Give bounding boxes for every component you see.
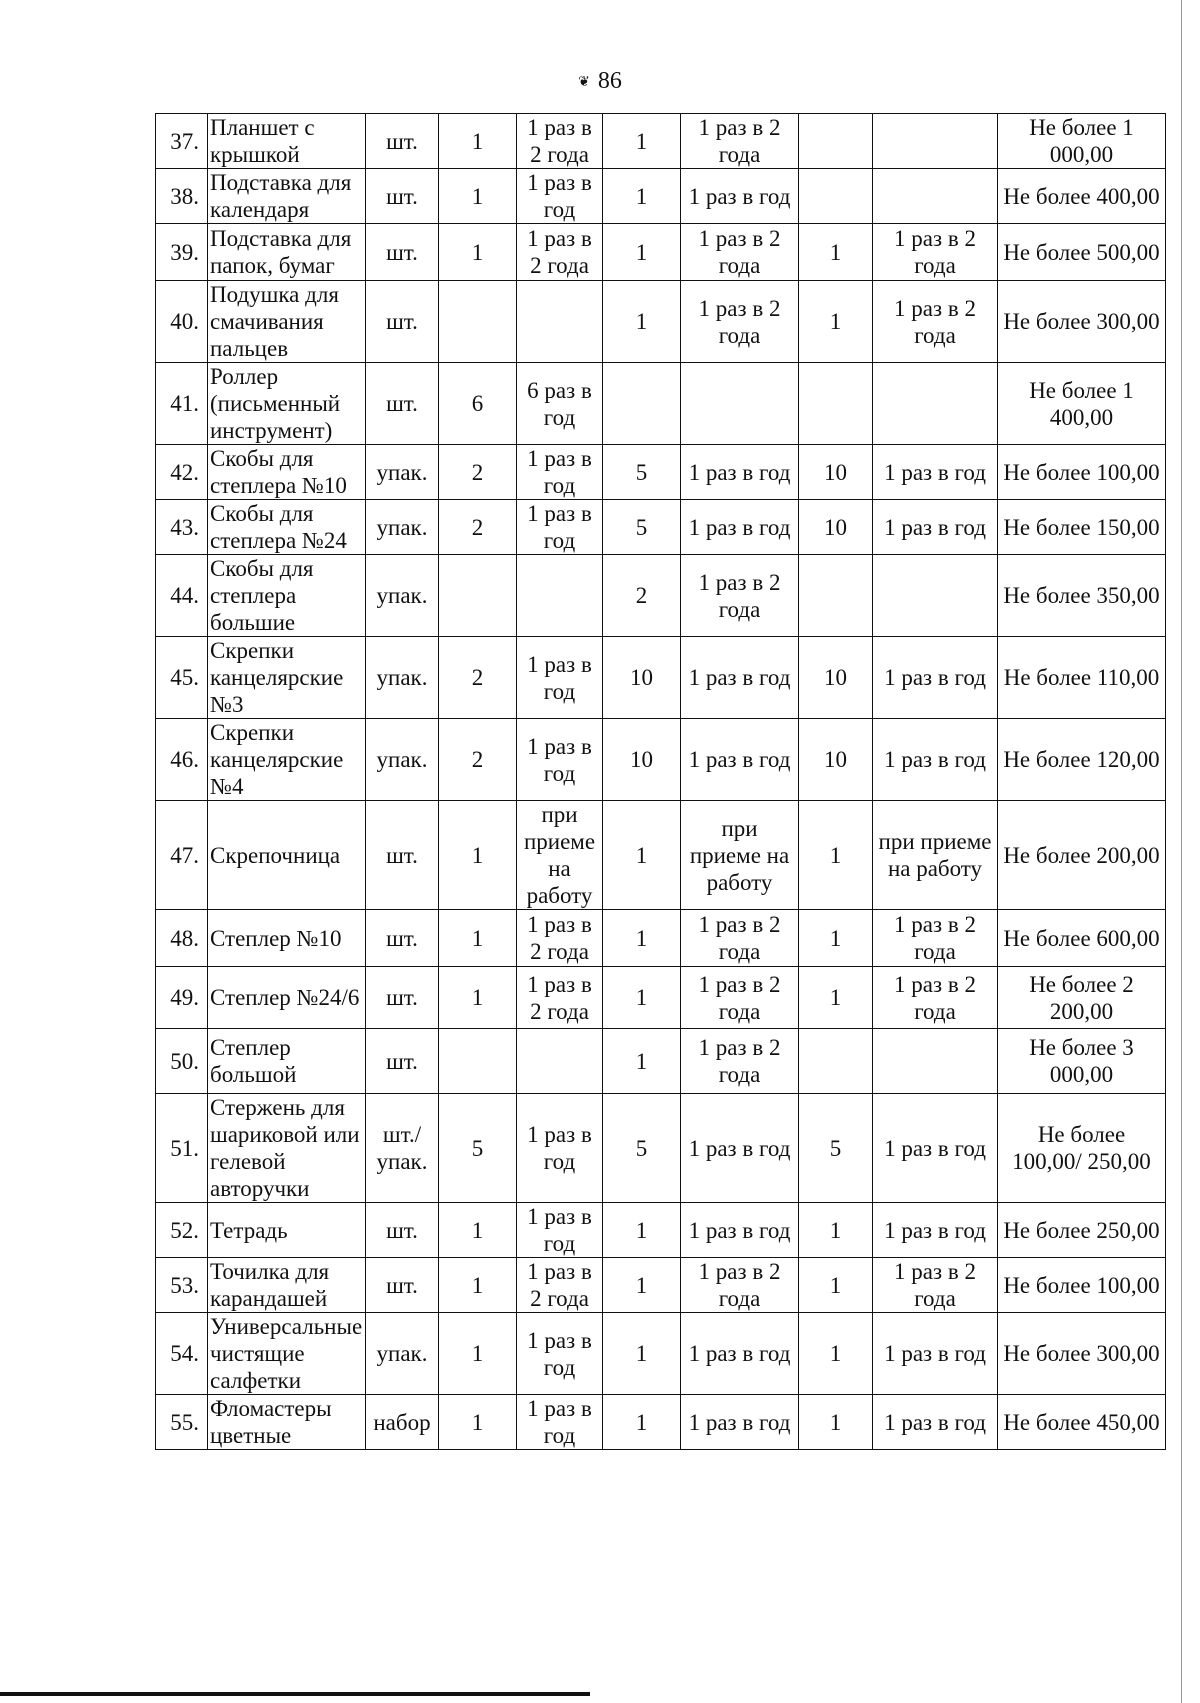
item-name-cell: Точилка для карандашей (208, 1258, 366, 1313)
period-1-cell: 1 раз в год (517, 500, 603, 555)
max-price-cell: Не более 450,00 (998, 1395, 1166, 1450)
period-3-cell (873, 1029, 998, 1094)
period-1-cell: 1 раз в 2 года (517, 910, 603, 967)
unit-cell: упак. (366, 555, 439, 637)
table-row (156, 224, 1166, 281)
period-1-cell (517, 555, 603, 637)
quantity-3-cell: 5 (799, 1094, 873, 1203)
row-number-cell: 55. (156, 1395, 208, 1450)
quantity-2-cell: 1 (603, 1029, 681, 1094)
quantity-3-cell: 10 (799, 719, 873, 801)
period-2-cell: 1 раз в год (681, 445, 799, 500)
item-name-cell: Скрепки канцелярские №3 (208, 637, 366, 719)
item-name-cell: Скобы для степлера №10 (208, 445, 366, 500)
max-price-cell: Не более 100,00/ 250,00 (998, 1094, 1166, 1203)
max-price-cell: Не более 100,00 (998, 445, 1166, 500)
supplies-table (155, 113, 1166, 1450)
period-3-cell: 1 раз в год (873, 1313, 998, 1395)
period-1-cell: 1 раз в 2 года (517, 967, 603, 1029)
item-name-cell: Универсальные чистящие салфетки (208, 1313, 366, 1395)
period-3-cell (873, 363, 998, 445)
period-3-cell: 1 раз в 2 года (873, 224, 998, 281)
quantity-1-cell: 1 (439, 967, 517, 1029)
period-2-cell: 1 раз в год (681, 637, 799, 719)
quantity-1-cell: 2 (439, 637, 517, 719)
unit-cell: шт. (366, 967, 439, 1029)
row-number-cell: 38. (156, 169, 208, 224)
max-price-cell: Не более 200,00 (998, 801, 1166, 910)
period-2-cell: 1 раз в год (681, 719, 799, 801)
period-1-cell: 1 раз в год (517, 637, 603, 719)
quantity-3-cell (799, 363, 873, 445)
period-1-cell: 1 раз в год (517, 1313, 603, 1395)
row-number-cell: 37. (156, 114, 208, 169)
max-price-cell: Не более 350,00 (998, 555, 1166, 637)
max-price-cell: Не более 2 200,00 (998, 967, 1166, 1029)
unit-cell: шт. (366, 114, 439, 169)
period-3-cell: при приеме на работу (873, 801, 998, 910)
period-2-cell: 1 раз в 2 года (681, 224, 799, 281)
period-1-cell: 1 раз в год (517, 719, 603, 801)
row-number-cell: 41. (156, 363, 208, 445)
row-number-cell: 40. (156, 281, 208, 363)
quantity-2-cell: 1 (603, 1203, 681, 1258)
table-row (156, 114, 1166, 169)
item-name-cell: Скобы для степлера большие (208, 555, 366, 637)
period-3-cell: 1 раз в 2 года (873, 281, 998, 363)
quantity-2-cell (603, 363, 681, 445)
quantity-1-cell: 6 (439, 363, 517, 445)
row-number-cell: 48. (156, 910, 208, 967)
unit-cell: шт. (366, 281, 439, 363)
period-1-cell: 1 раз в 2 года (517, 224, 603, 281)
unit-cell: шт. (366, 224, 439, 281)
quantity-3-cell (799, 1029, 873, 1094)
row-number-cell: 52. (156, 1203, 208, 1258)
item-name-cell: Планшет с крышкой (208, 114, 366, 169)
unit-cell: шт. (366, 363, 439, 445)
quantity-2-cell: 1 (603, 967, 681, 1029)
item-name-cell: Фломастеры цветные (208, 1395, 366, 1450)
quantity-1-cell: 1 (439, 910, 517, 967)
period-3-cell: 1 раз в 2 года (873, 967, 998, 1029)
page-number-text: 86 (597, 68, 622, 94)
quantity-3-cell (799, 114, 873, 169)
max-price-cell: Не более 300,00 (998, 1313, 1166, 1395)
period-1-cell (517, 1029, 603, 1094)
item-name-cell: Скрепочница (208, 801, 366, 910)
period-3-cell: 1 раз в год (873, 1094, 998, 1203)
period-1-cell: 1 раз в год (517, 1094, 603, 1203)
period-1-cell: 1 раз в год (517, 169, 603, 224)
max-price-cell: Не более 1 400,00 (998, 363, 1166, 445)
row-number-cell: 50. (156, 1029, 208, 1094)
quantity-2-cell: 1 (603, 114, 681, 169)
period-3-cell: 1 раз в 2 года (873, 910, 998, 967)
quantity-2-cell: 1 (603, 910, 681, 967)
period-2-cell: 1 раз в 2 года (681, 555, 799, 637)
max-price-cell: Не более 300,00 (998, 281, 1166, 363)
scan-edge-line (1181, 0, 1182, 1703)
item-name-cell: Подушка для смачивания пальцев (208, 281, 366, 363)
table-row (156, 801, 1166, 910)
quantity-1-cell: 5 (439, 1094, 517, 1203)
quantity-2-cell: 2 (603, 555, 681, 637)
period-1-cell: 1 раз в 2 года (517, 1258, 603, 1313)
quantity-1-cell: 1 (439, 1313, 517, 1395)
quantity-1-cell (439, 555, 517, 637)
period-2-cell: 1 раз в 2 года (681, 1029, 799, 1094)
quantity-2-cell: 1 (603, 1395, 681, 1450)
quantity-1-cell: 1 (439, 801, 517, 910)
unit-cell: шт. (366, 1258, 439, 1313)
period-1-cell: 1 раз в год (517, 1203, 603, 1258)
quantity-3-cell: 1 (799, 1203, 873, 1258)
period-3-cell: 1 раз в год (873, 445, 998, 500)
quantity-3-cell: 1 (799, 224, 873, 281)
period-2-cell: 1 раз в год (681, 500, 799, 555)
max-price-cell: Не более 600,00 (998, 910, 1166, 967)
item-name-cell: Стержень для шариковой или гелевой авторучки (208, 1094, 366, 1203)
table-row (156, 1258, 1166, 1313)
max-price-cell: Не более 3 000,00 (998, 1029, 1166, 1094)
period-2-cell: 1 раз в 2 года (681, 114, 799, 169)
quantity-3-cell: 10 (799, 500, 873, 555)
max-price-cell: Не более 250,00 (998, 1203, 1166, 1258)
row-number-cell: 49. (156, 967, 208, 1029)
table-row (156, 1313, 1166, 1395)
period-1-cell: 1 раз в год (517, 1395, 603, 1450)
item-name-cell: Подставка для календаря (208, 169, 366, 224)
quantity-1-cell: 1 (439, 224, 517, 281)
item-name-cell: Тетрадь (208, 1203, 366, 1258)
page-number (0, 68, 1200, 95)
quantity-2-cell: 5 (603, 500, 681, 555)
row-number-cell: 51. (156, 1094, 208, 1203)
item-name-cell: Подставка для папок, бумаг (208, 224, 366, 281)
quantity-3-cell: 1 (799, 281, 873, 363)
unit-cell: шт. (366, 1203, 439, 1258)
quantity-3-cell: 1 (799, 1395, 873, 1450)
table-row (156, 169, 1166, 224)
table-row (156, 281, 1166, 363)
max-price-cell: Не более 1 000,00 (998, 114, 1166, 169)
max-price-cell: Не более 400,00 (998, 169, 1166, 224)
row-number-cell: 44. (156, 555, 208, 637)
table-row (156, 910, 1166, 967)
period-3-cell: 1 раз в 2 года (873, 1258, 998, 1313)
quantity-3-cell: 1 (799, 967, 873, 1029)
period-2-cell: 1 раз в 2 года (681, 281, 799, 363)
unit-cell: набор (366, 1395, 439, 1450)
quantity-3-cell: 10 (799, 445, 873, 500)
item-name-cell: Скобы для степлера №24 (208, 500, 366, 555)
period-2-cell: 1 раз в год (681, 169, 799, 224)
unit-cell: упак. (366, 1313, 439, 1395)
quantity-1-cell: 1 (439, 1258, 517, 1313)
item-name-cell: Степлер большой (208, 1029, 366, 1094)
quantity-2-cell: 10 (603, 719, 681, 801)
unit-cell: шт. (366, 1029, 439, 1094)
max-price-cell: Не более 150,00 (998, 500, 1166, 555)
period-3-cell: 1 раз в год (873, 719, 998, 801)
unit-cell: упак. (366, 719, 439, 801)
period-1-cell: 1 раз в 2 года (517, 114, 603, 169)
table-row (156, 445, 1166, 500)
max-price-cell: Не более 110,00 (998, 637, 1166, 719)
quantity-2-cell: 1 (603, 1313, 681, 1395)
period-1-cell: 6 раз в год (517, 363, 603, 445)
table-row (156, 1203, 1166, 1258)
period-3-cell (873, 555, 998, 637)
period-1-cell (517, 281, 603, 363)
quantity-2-cell: 1 (603, 281, 681, 363)
max-price-cell: Не более 100,00 (998, 1258, 1166, 1313)
table-row (156, 555, 1166, 637)
period-2-cell: 1 раз в год (681, 1313, 799, 1395)
table-row (156, 637, 1166, 719)
period-2-cell: 1 раз в 2 года (681, 967, 799, 1029)
quantity-3-cell: 1 (799, 910, 873, 967)
quantity-2-cell: 1 (603, 169, 681, 224)
unit-cell: упак. (366, 445, 439, 500)
quantity-2-cell: 5 (603, 445, 681, 500)
quantity-1-cell: 2 (439, 719, 517, 801)
table-row (156, 1395, 1166, 1450)
row-number-cell: 43. (156, 500, 208, 555)
period-3-cell: 1 раз в год (873, 1203, 998, 1258)
quantity-2-cell: 5 (603, 1094, 681, 1203)
quantity-1-cell: 1 (439, 169, 517, 224)
period-3-cell: 1 раз в год (873, 500, 998, 555)
quantity-3-cell (799, 169, 873, 224)
row-number-cell: 54. (156, 1313, 208, 1395)
quantity-1-cell: 1 (439, 1203, 517, 1258)
unit-cell: упак. (366, 500, 439, 555)
period-2-cell: 1 раз в год (681, 1203, 799, 1258)
quantity-1-cell: 2 (439, 445, 517, 500)
item-name-cell: Роллер (письменный инструмент) (208, 363, 366, 445)
row-number-cell: 42. (156, 445, 208, 500)
quantity-2-cell: 1 (603, 224, 681, 281)
period-3-cell (873, 169, 998, 224)
max-price-cell: Не более 500,00 (998, 224, 1166, 281)
table-row (156, 1094, 1166, 1203)
quantity-1-cell: 2 (439, 500, 517, 555)
period-1-cell: 1 раз в год (517, 445, 603, 500)
quantity-3-cell: 1 (799, 1313, 873, 1395)
table-row (156, 1029, 1166, 1094)
row-number-cell: 46. (156, 719, 208, 801)
table-row (156, 363, 1166, 445)
quantity-3-cell (799, 555, 873, 637)
unit-cell: шт. (366, 169, 439, 224)
quantity-2-cell: 10 (603, 637, 681, 719)
quantity-1-cell: 1 (439, 1395, 517, 1450)
unit-cell: шт. (366, 801, 439, 910)
quantity-3-cell: 1 (799, 801, 873, 910)
quantity-1-cell (439, 281, 517, 363)
unit-cell: шт. (366, 910, 439, 967)
row-number-cell: 53. (156, 1258, 208, 1313)
period-2-cell: 1 раз в 2 года (681, 910, 799, 967)
row-number-cell: 45. (156, 637, 208, 719)
period-2-cell: при приеме на работу (681, 801, 799, 910)
quantity-2-cell: 1 (603, 1258, 681, 1313)
unit-cell: упак. (366, 637, 439, 719)
period-2-cell: 1 раз в год (681, 1395, 799, 1450)
item-name-cell: Степлер №10 (208, 910, 366, 967)
period-2-cell: 1 раз в 2 года (681, 1258, 799, 1313)
row-number-cell: 47. (156, 801, 208, 910)
unit-cell: шт./ упак. (366, 1094, 439, 1203)
item-name-cell: Степлер №24/6 (208, 967, 366, 1029)
item-name-cell: Скрепки канцелярские №4 (208, 719, 366, 801)
period-2-cell: 1 раз в год (681, 1094, 799, 1203)
table-row (156, 500, 1166, 555)
period-1-cell: при приеме на работу (517, 801, 603, 910)
period-3-cell: 1 раз в год (873, 637, 998, 719)
quantity-1-cell (439, 1029, 517, 1094)
bottom-rule (0, 1692, 590, 1696)
quantity-3-cell: 10 (799, 637, 873, 719)
quantity-2-cell: 1 (603, 801, 681, 910)
period-3-cell: 1 раз в год (873, 1395, 998, 1450)
row-number-cell: 39. (156, 224, 208, 281)
quantity-3-cell: 1 (799, 1258, 873, 1313)
period-2-cell (681, 363, 799, 445)
quantity-1-cell: 1 (439, 114, 517, 169)
ornament-icon: ❦ (578, 74, 590, 90)
max-price-cell: Не более 120,00 (998, 719, 1166, 801)
table-row (156, 967, 1166, 1029)
table-row (156, 719, 1166, 801)
period-3-cell (873, 114, 998, 169)
